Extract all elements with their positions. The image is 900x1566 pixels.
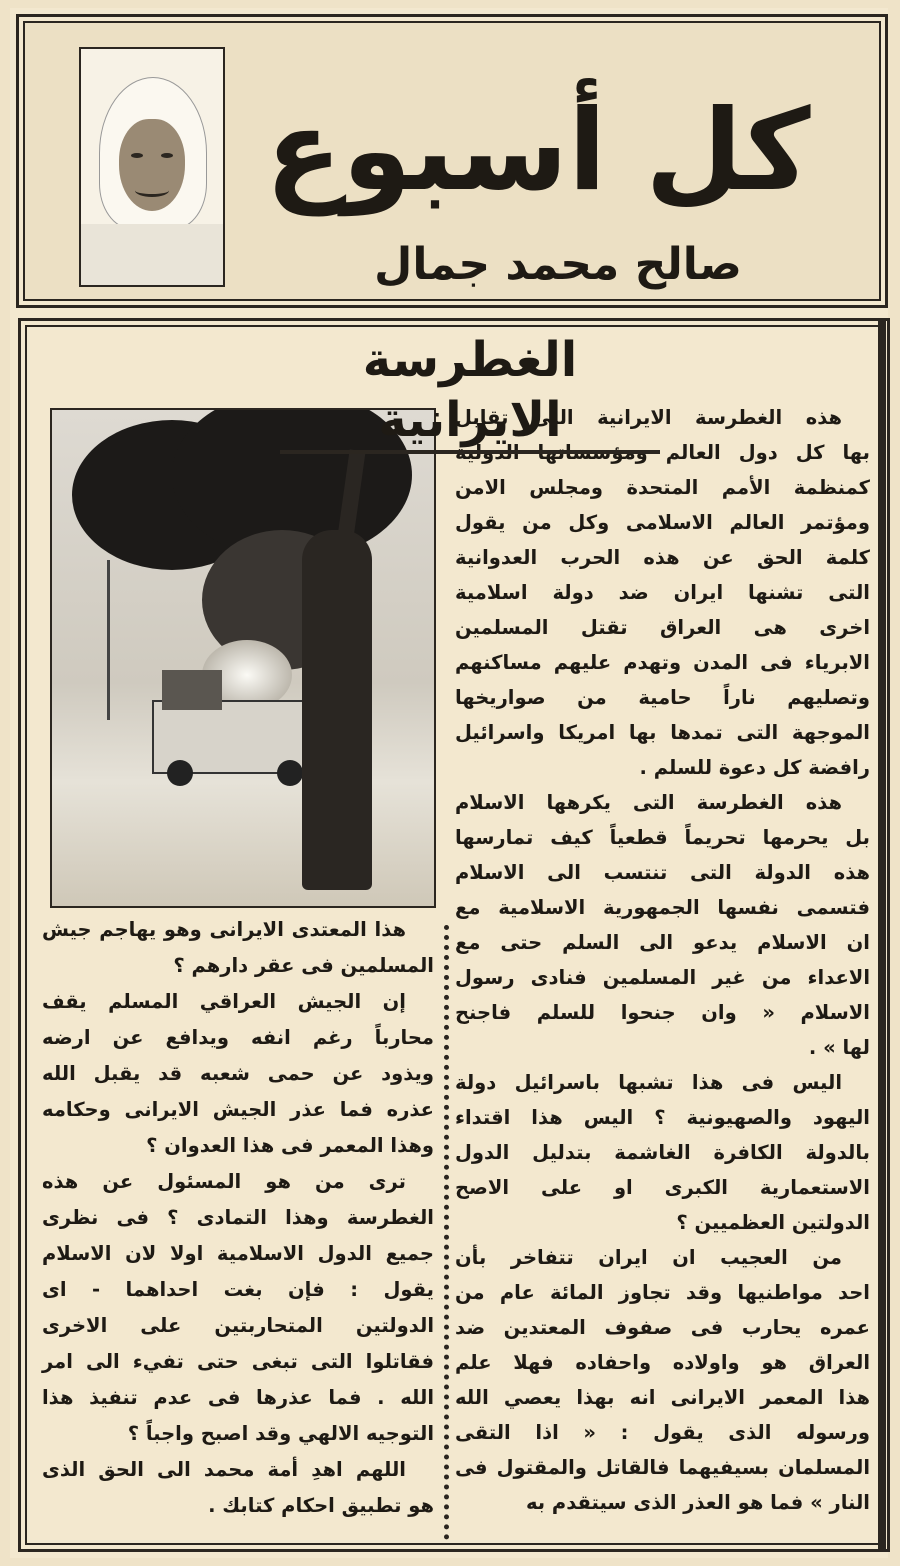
text-line: الاستعمارية الكبرى او على الاصح bbox=[455, 1176, 870, 1199]
text-line: لها » . bbox=[808, 1036, 870, 1059]
paragraph bbox=[455, 1065, 870, 1240]
dotted-column-divider bbox=[444, 925, 449, 1540]
truck-cab bbox=[162, 670, 222, 710]
text-line: المسلمين فى عقر دارهم ؟ bbox=[173, 954, 434, 977]
utility-pole bbox=[107, 560, 110, 720]
text-line: اللهم اهدِ أمة محمد الى الحق الذى bbox=[42, 1458, 406, 1481]
text-line: جميع الدول الاسلامية اولا لان الاسلام bbox=[42, 1242, 434, 1265]
text-line: التى تشنها ايران ضد دولة اسلامية bbox=[455, 581, 870, 604]
soldier-figure bbox=[302, 530, 372, 890]
text-line: اليهود والصهيونية ؟ اليس هذا اقتداء bbox=[455, 1106, 870, 1129]
text-line: هو تطبيق احكام كتابك . bbox=[208, 1494, 434, 1517]
paragraph bbox=[42, 984, 434, 1164]
text-line: الغطرسة وهذا التمادى ؟ فى نظرى bbox=[42, 1206, 434, 1229]
text-line: ترى من هو المسئول عن هذه bbox=[42, 1170, 406, 1193]
text-line: ويذود عن حمى شعبه قد يقبل الله bbox=[42, 1062, 434, 1085]
text-line: هذا المعمر الايرانى انه بهذا يعصي الله bbox=[455, 1386, 870, 1409]
paragraph bbox=[455, 785, 870, 1065]
text-line: الاعداء من غير المسلمين فنادى رسول bbox=[455, 966, 870, 989]
text-line: هذه الدولة التى تنتسب الى الاسلام bbox=[455, 861, 870, 884]
text-line: النار » فما هو العذر الذى سيتقدم به bbox=[525, 1491, 870, 1514]
column-title: كل أسبوع bbox=[265, 86, 811, 216]
text-line: اليس فى هذا تشبها باسرائيل دولة bbox=[455, 1071, 842, 1094]
paragraph bbox=[42, 1452, 434, 1524]
text-line: هذه الغطرسة الايرانية التى تقابل bbox=[455, 406, 842, 429]
text-line: المسلمان بسيفيهما فالقاتل والمقتول فى bbox=[455, 1456, 870, 1479]
face bbox=[119, 119, 185, 211]
paragraph bbox=[455, 400, 870, 785]
text-line: ومؤتمر العالم الاسلامى وكل من يقول bbox=[455, 511, 870, 534]
text-line: فقاتلوا التى تبغى حتى تفيء الى امر bbox=[42, 1350, 434, 1373]
paragraph bbox=[42, 912, 434, 984]
text-line: هذه الغطرسة التى يكرهها الاسلام bbox=[455, 791, 842, 814]
text-line: عذره فما عذر الجيش الايرانى وحكامه bbox=[42, 1098, 434, 1121]
text-line: الاسلام « وان جنحوا للسلم فاجنح bbox=[455, 1001, 870, 1024]
wheel bbox=[167, 760, 193, 786]
text-line: محارباً رغم انفه ويدافع عن ارضه bbox=[42, 1026, 434, 1049]
text-line: من العجيب ان ايران تتفاخر بأن bbox=[455, 1246, 842, 1269]
text-line: الدولتين المتحاربتين على الاخرى bbox=[42, 1314, 434, 1337]
robe bbox=[81, 224, 223, 287]
text-line: هذا المعتدى الايرانى وهو يهاجم جيش bbox=[42, 918, 406, 941]
text-line: رافضة كل دعوة للسلم . bbox=[639, 756, 870, 779]
right-text-column bbox=[455, 400, 870, 1520]
eye bbox=[131, 153, 143, 158]
text-line: كلمة الحق عن هذه الحرب العدوانية bbox=[455, 546, 870, 569]
text-line: فتسمى نفسها الجمهورية الاسلامية مع bbox=[455, 896, 870, 919]
text-line: إن الجيش العراقي المسلم يقف bbox=[42, 990, 406, 1013]
text-line: احد مواطنيها وقد تجاوز المائة عام من bbox=[455, 1281, 870, 1304]
article-photo bbox=[50, 408, 436, 908]
text-line: كمنظمة الأمم المتحدة ومجلس الامن bbox=[455, 476, 870, 499]
text-line: العراق هو واولاده واحفاده فهلا علم bbox=[455, 1351, 870, 1374]
border-rule bbox=[878, 318, 886, 1552]
text-line: الله . فما عذرها فى عدم تنفيذ هذا bbox=[42, 1386, 434, 1409]
author-name: صالح محمد جمال bbox=[374, 239, 742, 290]
text-line: ورسوله الذى يقول : « اذا التقى bbox=[455, 1421, 870, 1444]
eye bbox=[161, 153, 173, 158]
text-line: التوجيه الالهي وقد اصبح واجباً ؟ bbox=[127, 1422, 434, 1445]
text-line: اخرى هى العراق تقتل المسلمين bbox=[455, 616, 870, 639]
text-line: بل يحرمها تحريماً قطعياً كيف تمارسها bbox=[455, 826, 870, 849]
left-text-column bbox=[42, 912, 434, 1524]
text-line: الابرياء فى المدن وتهدم عليهم مساكنهم bbox=[455, 651, 870, 674]
article-headline: الغطرسة الايرانية bbox=[280, 330, 660, 454]
mouth bbox=[135, 184, 169, 197]
text-line: يقول : فإن بغت احداهما - اى bbox=[42, 1278, 434, 1301]
text-line: ان الاسلام يدعو الى السلم حتى مع bbox=[455, 931, 870, 954]
text-line: بها كل دول العالم ومؤسساتها الدولية bbox=[455, 441, 870, 464]
paragraph bbox=[455, 1240, 870, 1520]
author-portrait bbox=[79, 47, 225, 287]
wheel bbox=[277, 760, 303, 786]
paragraph bbox=[42, 1164, 434, 1452]
text-line: وهذا المعمر فى هذا العدوان ؟ bbox=[146, 1134, 434, 1157]
text-line: الدولتين العظميين ؟ bbox=[676, 1211, 870, 1234]
text-line: وتصليهم ناراً حامية من صواريخها bbox=[455, 686, 870, 709]
text-line: بالدولة الكافرة الغاشمة بتدليل الدول bbox=[455, 1141, 870, 1164]
column-header bbox=[16, 14, 888, 308]
text-line: الموجهة التى تمدها بها امريكا واسرائيل bbox=[455, 721, 870, 744]
text-line: عمره يحارب فى صفوف المعتدين ضد bbox=[455, 1316, 870, 1339]
